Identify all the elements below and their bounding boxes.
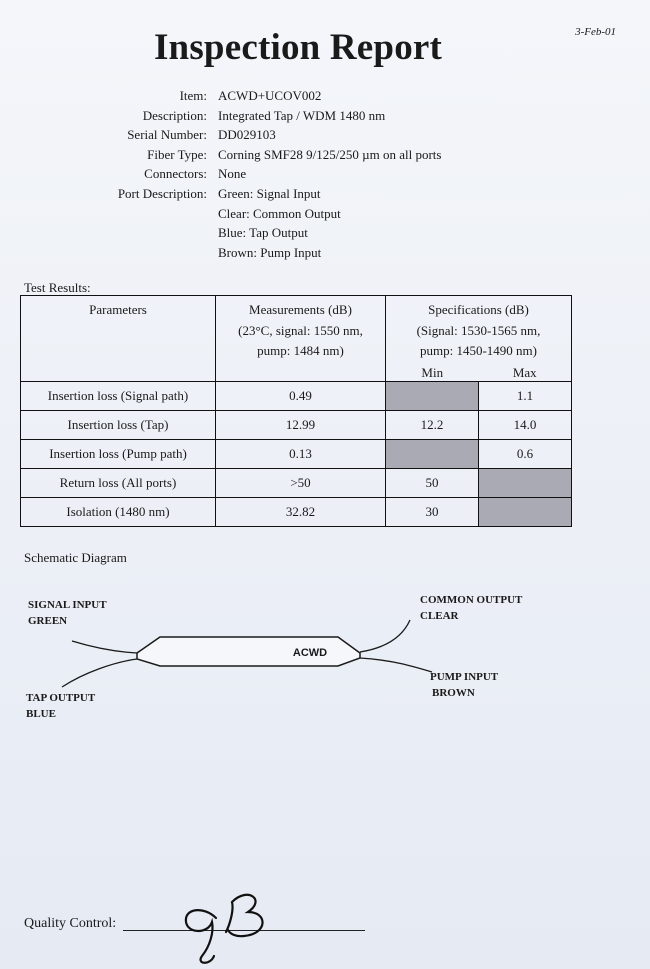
cell-min: 30 [386, 498, 479, 527]
header-min: Min [386, 366, 479, 382]
pump-input-color: BROWN [432, 687, 475, 699]
info-label: Connectors: [144, 166, 207, 182]
acwd-label: ACWD [292, 647, 328, 659]
cell-max: 1.1 [479, 382, 572, 411]
cell-parameter: Insertion loss (Pump path) [21, 440, 216, 469]
handwritten-signature [170, 880, 280, 969]
info-row-description [60, 106, 441, 126]
info-row-item [60, 86, 441, 106]
quality-control-label: Quality Control: [24, 916, 117, 931]
schematic-label: Schematic Diagram [24, 550, 127, 565]
info-row-serial-number [60, 125, 441, 145]
header-measurements-line: Measurements (dB) [249, 302, 352, 317]
pump-input-label: PUMP INPUT [430, 671, 499, 683]
cell-max-shaded [479, 498, 572, 527]
info-label: Fiber Type: [147, 146, 207, 162]
cell-measurement: 0.49 [216, 382, 386, 411]
info-label: Item: [179, 88, 207, 103]
tap-output-fiber [62, 659, 137, 687]
cell-min-shaded [386, 382, 479, 411]
header-specifications [386, 296, 572, 366]
signal-input-fiber [72, 641, 137, 653]
cell-parameter: Isolation (1480 nm) [21, 498, 216, 527]
header-parameters-label: Parameters [89, 302, 147, 317]
info-row-port-clear [60, 204, 441, 224]
cell-measurement: 32.82 [216, 498, 386, 527]
table-row [21, 498, 572, 527]
info-label [60, 243, 218, 263]
info-row-port-description [60, 184, 441, 204]
cell-max: 0.6 [479, 440, 572, 469]
header-max: Max [479, 366, 572, 382]
cell-min: 12.2 [386, 411, 479, 440]
info-row-fiber-type [60, 145, 441, 165]
cell-min-shaded [386, 440, 479, 469]
table-header-row [21, 296, 572, 366]
signal-input-color: GREEN [28, 615, 68, 627]
info-row-connectors [60, 164, 441, 184]
info-value: Corning SMF28 9/125/250 µm on all ports [218, 146, 442, 162]
table-row [21, 411, 572, 440]
schematic-diagram [0, 580, 650, 740]
cell-max-shaded [479, 469, 572, 498]
info-value: Brown: Pump Input [218, 244, 322, 260]
table-row [21, 469, 572, 498]
info-value: ACWD+UCOV002 [218, 88, 322, 103]
info-value: Integrated Tap / WDM 1480 nm [218, 107, 386, 123]
header-measurements-line: pump: 1484 nm) [257, 343, 344, 358]
info-label: Description: [142, 107, 207, 123]
header-measurements-line: (23°C, signal: 1550 nm, [238, 322, 363, 338]
common-output-fiber [360, 620, 410, 652]
header-measurements [216, 296, 386, 382]
cell-measurement: >50 [216, 469, 386, 498]
test-results-label: Test Results: [24, 280, 91, 295]
info-value: Blue: Tap Output [218, 225, 308, 241]
signature-stroke-b [226, 895, 263, 936]
signal-input-label: SIGNAL INPUT [28, 599, 107, 611]
signature-stroke-g [186, 910, 216, 963]
header-parameters [21, 296, 216, 382]
common-output-color: CLEAR [420, 610, 459, 622]
cell-max: 14.0 [479, 411, 572, 440]
cell-measurement: 0.13 [216, 440, 386, 469]
common-output-label: COMMON OUTPUT [420, 594, 523, 606]
table-row [21, 382, 572, 411]
pump-input-fiber [360, 658, 432, 672]
info-row-port-brown [60, 243, 441, 263]
info-label [60, 223, 218, 243]
test-results-table [20, 295, 572, 527]
report-title: Inspection Report [153, 27, 443, 68]
info-label [60, 204, 218, 224]
cell-measurement: 12.99 [216, 411, 386, 440]
cell-parameter: Insertion loss (Signal path) [21, 382, 216, 411]
info-value: Green: Signal Input [218, 185, 321, 201]
info-label: Serial Number: [127, 127, 207, 143]
tap-output-label: TAP OUTPUT [26, 692, 96, 704]
cell-parameter: Return loss (All ports) [21, 469, 216, 498]
info-value: Clear: Common Output [218, 205, 341, 221]
report-date: 3-Feb-01 [575, 26, 616, 38]
table-row [21, 440, 572, 469]
header-specifications-line: Specifications (dB) [428, 302, 529, 317]
header-specifications-line: pump: 1450-1490 nm) [420, 343, 537, 358]
cell-parameter: Insertion loss (Tap) [21, 411, 216, 440]
tap-output-color: BLUE [26, 708, 56, 720]
info-row-port-blue [60, 223, 441, 243]
header-specifications-line: (Signal: 1530-1565 nm, [416, 322, 541, 338]
info-block [60, 86, 441, 262]
info-value: DD029103 [218, 127, 276, 143]
info-label: Port Description: [117, 185, 207, 201]
info-value: None [218, 166, 247, 182]
cell-min: 50 [386, 469, 479, 498]
